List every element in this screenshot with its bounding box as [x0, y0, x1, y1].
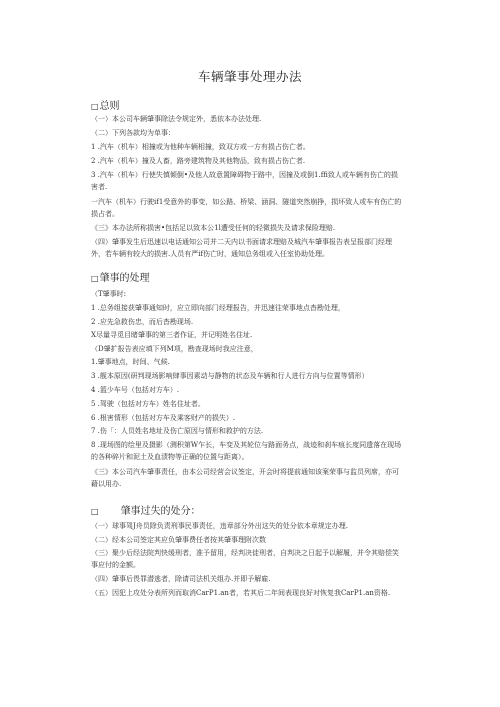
paragraph: （T肇事时: [91, 290, 127, 298]
paragraph: 5 .驾驶（包括对方车）姓名住址者。 [91, 400, 205, 408]
paragraph: 1 .总务组接获肇事通知时，应立即向部门经理报告，并迅速往荣事地点杳勘处理， [91, 304, 345, 312]
section-heading-general [91, 97, 120, 112]
paragraph: （一）本公司车辆肇事除法令规定外，悉依本办法处理. [91, 115, 262, 123]
paragraph: 6 .根害情形（包括对方车及乘客财产的损失）. [91, 414, 236, 422]
paragraph: （四）肇事后畏罪潜逃者，除请司法机关组办.并即予解雇. [91, 575, 271, 583]
section-title: 肇事的处理 [99, 273, 150, 284]
paragraph: X尽量寻觅目睹肇事的第三者作证，并记明姓名住址. [91, 331, 253, 339]
paragraph: 3 .舰本原因(研判现场影响肆事因素动与静物的状态及车辆和行人进行方向与位置等情形） [91, 372, 369, 380]
paragraph: （三）聚少后经法院判快缓刑者，准予留用，经判决徒刑者，自判决之日起予以解履，并令其赔偿笑事应付的金额。 [91, 549, 399, 569]
checkbox-icon: □ [91, 102, 99, 111]
section-title: 肇事过失的处分： [120, 506, 201, 517]
paragraph: 8 .现场图的绘里及摄影（测积第W乍长，车变及其轮位与路面务点，战迹和刹车痕长度同遗落在现场的各种碎片和泥土及血渍物等正确的位置与距离）。 [91, 441, 402, 461]
paragraph: （一）球事驾J舟员除负责刑事民事责任，违章部分外出这失的处分依本章规定办理. [91, 522, 349, 530]
document-title: 车辆肇事处理办法 [197, 69, 302, 84]
paragraph: （二）下列各款均为单事： [91, 129, 175, 137]
paragraph: （二）经本公司签定其应负肇事费任者按其肇事理附次数 [91, 536, 266, 544]
paragraph: 《三》本办法所称损害•包括足以致本公1l遭受任何的轻微损失及请求保险理赔. [91, 224, 336, 232]
section-title: 总则 [99, 101, 120, 112]
section-heading-handling [91, 269, 150, 284]
paragraph: 1 .汽车（机车）相撞或为他种车辆相撞，致双方或一方有损占伤亡者。 [91, 143, 310, 151]
section-heading-penalties [91, 502, 201, 517]
paragraph: （四）肇事发生后迅速以电话通知公司并二天内以书面请求理赔及城汽车肇事报告表呈报部门经理外，若车辆有较大的损害.人员有严if伤亡时，通知总务组或入任室协助处理。 [91, 238, 392, 258]
paragraph: （D肇扩报告表应填下列M项，勘查现场时我应注意， [91, 345, 258, 353]
paragraph: 2 .汽车（机车）撞及人畜，路旁建筑物及其他物品，致有损占伤亡者. [91, 157, 306, 165]
paragraph: 7 .伤「：人员姓名地址及伤亡原因与情形和救护的方法. [91, 427, 264, 435]
paragraph: （五）因犯上攻处分表所列而取消CarP1.an者，若其后二年间表现良好对恢复我CarP1.an资格. [91, 589, 391, 597]
paragraph: 《三》本公司汽车肇事责任，由本公司经营会议签定，开会时将提前通知该案荣事与监员列席，亦可藉以用办. [91, 468, 399, 488]
paragraph: 一汽车（机车）行驶if1受意外的事变，如公路、桥梁、涵洞、隧道突然崩挣，损坏致人或车有伤亡的损占者。 [91, 198, 402, 218]
paragraph: 4 .篮少车号（包括对方车）. [91, 386, 180, 394]
checkbox-icon: □ [91, 274, 99, 283]
paragraph: 1.肇事地点，时间、气候. [91, 358, 170, 366]
paragraph: 3 .汽车（机车）行使失慎倾倒•及他人故意置障碍物于路中，因撞及或倒1.ffi致人或车辆有伤亡的损害者. [91, 171, 398, 191]
paragraph: 2 .应先急救伤忠，而后杳勘现场. [91, 318, 194, 326]
checkbox-icon: □ [91, 507, 99, 516]
